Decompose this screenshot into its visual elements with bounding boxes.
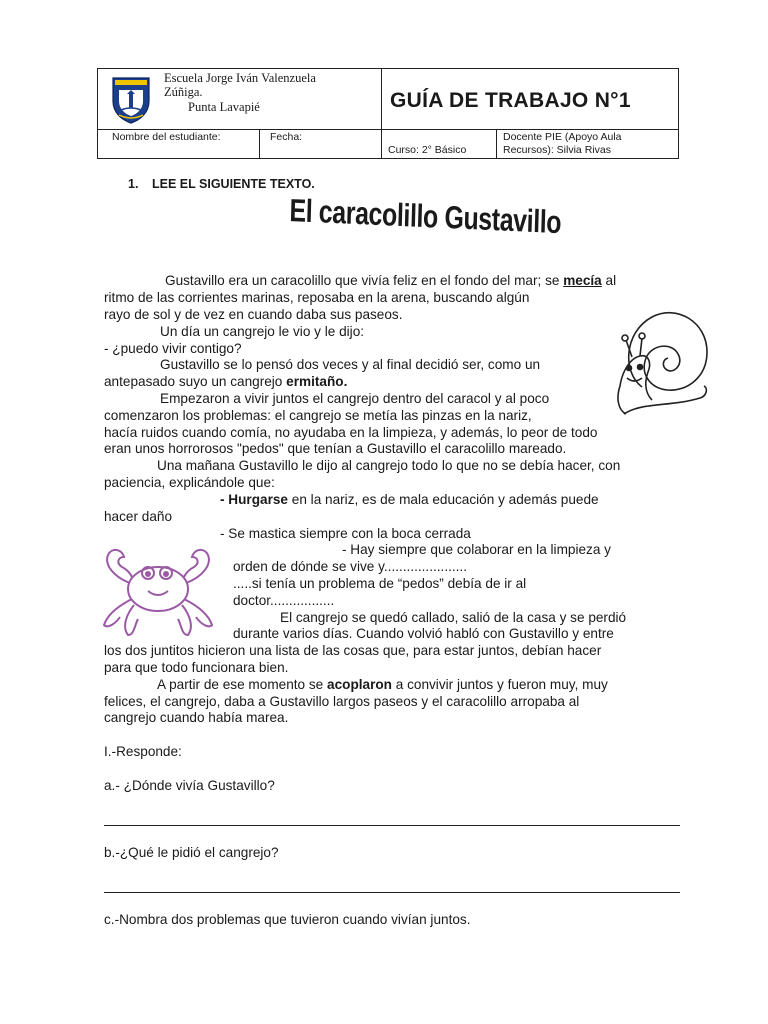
crab-icon (94, 543, 222, 639)
story-title: El caracolillo Gustavillo (289, 192, 562, 241)
story-paragraph-line (220, 492, 599, 509)
highlight-word-mecia: mecía (563, 273, 602, 288)
story-paragraph-line: - Hay siempre que colaborar en la limpieza y (342, 542, 611, 557)
story-paragraph-line: felices, el cangrejo, daba a Gustavillo largos paseos y el caracolillo arropaba al (104, 694, 580, 709)
answer-line-a[interactable] (104, 825, 680, 826)
text-span: a convivir juntos y fueron muy, muy (391, 677, 608, 692)
school-logo (110, 75, 152, 130)
story-paragraph-line: comenzaron los problemas: el cangrejo se metía las pinzas en la nariz, (104, 408, 532, 423)
text-span: en la nariz, es de mala educación y además puede (288, 492, 599, 507)
school-shield-logo-icon (110, 75, 152, 125)
text-span: A partir de ese momento se (157, 677, 328, 692)
story-paragraph-line: Un día un cangrejo le vio y le dijo: (160, 324, 365, 339)
story-paragraph-line: Gustavillo se lo pensó dos veces y al final decidió ser, como un (160, 357, 541, 372)
date-label: Fecha: (270, 131, 303, 143)
snail-icon (612, 302, 712, 420)
teacher-line2: Recursos): Silvia Rivas (503, 144, 611, 156)
story-paragraph-line (165, 273, 616, 290)
snail-illustration (612, 302, 712, 425)
story-paragraph-line: eran unos horrorosos "pedos" que tenían a Gustavillo el caracolillo mareado. (104, 441, 567, 456)
teacher-line1: Docente PIE (Apoyo Aula (503, 131, 622, 143)
header-divider (259, 129, 260, 159)
section-number: 1. (128, 177, 139, 191)
answer-line-b[interactable] (104, 892, 680, 893)
crab-illustration (94, 543, 222, 644)
story-paragraph-line: para que todo funcionara bien. (104, 660, 289, 675)
header-divider (98, 129, 678, 130)
header-divider (496, 129, 497, 159)
story-paragraph-line: hacía ruidos cuando comía, no ayudaba en la limpieza, y además, lo peor de todo (104, 425, 598, 440)
question-b: b.-¿Qué le pidió el cangrejo? (104, 845, 279, 860)
story-paragraph-line: Una mañana Gustavillo le dijo al cangrejo todo lo que no se debía hacer, con (157, 458, 621, 473)
text-span: al (601, 273, 617, 288)
course-label: Curso: 2° Básico (388, 144, 467, 156)
story-paragraph-line: cangrejo cuando había marea. (104, 710, 289, 725)
story-paragraph-line: paciencia, explicándole que: (104, 475, 275, 490)
highlight-word-ermitano: ermitaño. (286, 374, 348, 389)
highlight-word-hurgarse: - Hurgarse (220, 492, 288, 507)
story-paragraph-line: - ¿puedo vivir contigo? (104, 341, 242, 356)
story-paragraph-line: los dos juntitos hicieron una lista de las cosas que, para estar juntos, debían hacer (104, 643, 602, 658)
school-location: Punta Lavapié (188, 100, 260, 114)
header-table (97, 68, 679, 159)
story-paragraph-line: hacer daño (104, 509, 173, 524)
questions-heading: I.-Responde: (104, 744, 182, 759)
story-paragraph-line (104, 374, 347, 391)
student-name-label: Nombre del estudiante: (112, 131, 221, 143)
header-divider (381, 69, 382, 159)
story-paragraph-line: orden de dónde se vive y...................... (233, 559, 467, 574)
school-name-line1: Escuela Jorge Iván Valenzuela (164, 71, 316, 85)
story-paragraph-line: Empezaron a vivir juntos el cangrejo dentro del caracol y al poco (160, 391, 550, 406)
section-heading: LEE EL SIGUIENTE TEXTO. (152, 177, 315, 191)
text-span: Gustavillo era un caracolillo que vivía feliz en el fondo del mar; se (165, 273, 564, 288)
story-paragraph-line: El cangrejo se quedó callado, salió de la casa y se perdió (280, 610, 627, 625)
story-paragraph-line (157, 677, 608, 694)
school-name-line2: Zúñiga. (164, 85, 203, 99)
guide-title: GUÍA DE TRABAJO N°1 (390, 89, 631, 112)
text-span: antepasado suyo un cangrejo (104, 374, 287, 389)
highlight-word-acoplaron: acoplaron (327, 677, 392, 692)
story-paragraph-line: - Se mastica siempre con la boca cerrada (220, 526, 471, 541)
story-paragraph-line: .....si tenía un problema de “pedos” debía de ir al (233, 576, 527, 591)
story-paragraph-line: rayo de sol y de vez en cuando daba sus paseos. (104, 307, 403, 322)
question-c: c.-Nombra dos problemas que tuvieron cuando vivían juntos. (104, 912, 471, 927)
story-paragraph-line: ritmo de las corrientes marinas, reposaba en la arena, buscando algún (104, 290, 530, 305)
story-paragraph-line: durante varios días. Cuando volvió habló con Gustavillo y entre (233, 626, 614, 641)
story-paragraph-line: doctor................. (233, 593, 335, 608)
question-a: a.- ¿Dónde vivía Gustavillo? (104, 778, 275, 793)
